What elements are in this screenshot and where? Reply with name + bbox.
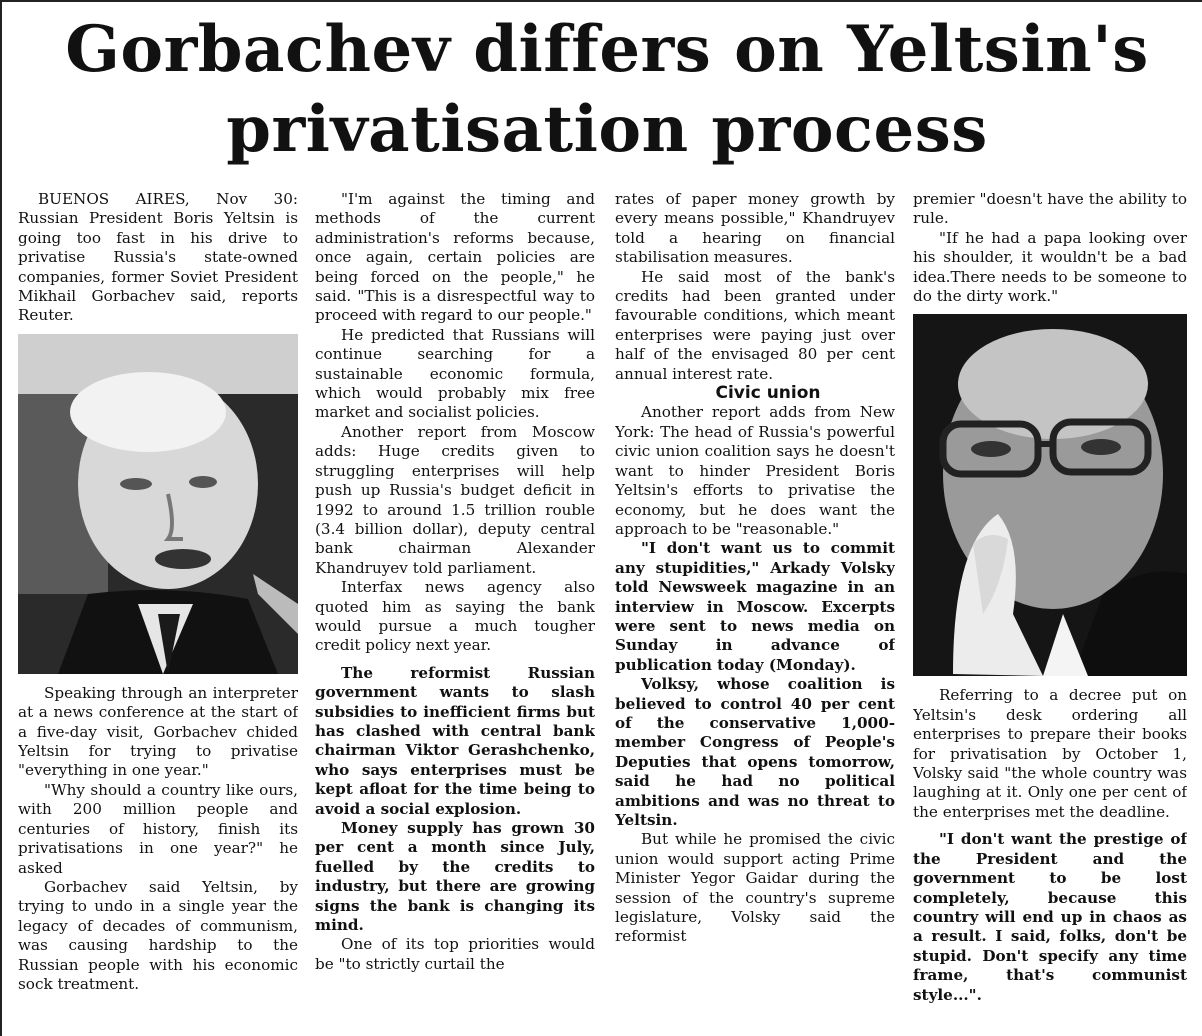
yeltsin-photo-image <box>18 334 298 674</box>
paragraph: Referring to a decree put on Yeltsin's desk ordering all enterprises to prepare their books for privatisation by October 1, Volsky said "the whole country was laughing at it. Only one per cent of the enterprises met the deadline. <box>913 686 1187 821</box>
paragraph-bold: Volksy, whose coalition is believed to control 40 per cent of the conservative 1,000-member Congress of People's Deputies that opens tomorrow, said he had no political ambitions and was no threat to Yeltsin. <box>615 675 895 829</box>
article-column-4 <box>913 190 1187 1032</box>
paragraph: "If he had a papa looking over his shoulder, it wouldn't be a bad idea.There needs to be someone to do the dirty work." <box>913 228 1187 306</box>
paragraph-bold: Money supply has grown 30 per cent a month since July, fuelled by the credits to industry, but there are growing signs the bank is changing its mind. <box>315 819 595 935</box>
headline <box>22 10 1192 170</box>
headline-line-1: Gorbachev differs on Yeltsin's <box>65 12 1149 87</box>
paragraph: Gorbachev said Yeltsin, by trying to undo in a single year the legacy of decades of communism, was causing hardship to the Russian people with his economic sock treatment. <box>18 877 298 993</box>
paragraph-bold: "I don't want the prestige of the President and the government to be lost completely, because this country will end up in chaos as a result. I said, folks, don't be stupid. Don't specify any time frame, that's communist style...". <box>913 830 1187 1004</box>
gorbachev-photo <box>913 314 1187 676</box>
dateline-paragraph: BUENOS AIRES, Nov 30: Russian President Boris Yeltsin is going too fast in his drive to privatise Russia's state-owned companies, former Soviet President Mikhail Gorbachev said, reports Reuter. <box>18 190 298 325</box>
paragraph: "I'm against the timing and methods of the current administration's reforms because, once again, certain policies are being forced on the people," he said. "This is a disrespectful way to proceed with regard to our people." <box>315 190 595 325</box>
paragraph: rates of paper money growth by every means possible," Khandruyev told a hearing on financial stabilisation measures. <box>615 190 895 267</box>
paragraph: He said most of the bank's credits had been granted under favourable conditions, which meant enterprises were paying just over half of the envisaged 80 per cent annual interest rate. <box>615 267 895 383</box>
article-column-2 <box>315 190 595 1032</box>
paragraph-bold: "I don't want us to commit any stupidities," Arkady Volsky told Newsweek magazine in an interview in Moscow. Excerpts were sent to news media on Sunday in advance of publication today (Monday). <box>615 539 895 674</box>
paragraph: Another report adds from New York: The head of Russia's powerful civic union coalition says he doesn't want to hinder President Boris Yeltsin's efforts to privatise the economy, but he does want the approach to be "reasonable." <box>615 403 895 538</box>
headline-line-2: privatisation process <box>226 92 988 167</box>
gorbachev-photo-image <box>913 314 1187 676</box>
article-column-1 <box>18 190 298 1032</box>
paragraph: Interfax news agency also quoted him as saying the bank would pursue a much tougher credit policy next year. <box>315 578 595 655</box>
paragraph: premier "doesn't have the ability to rule. <box>913 190 1187 228</box>
paragraph: One of its top priorities would be "to strictly curtail the <box>315 935 595 973</box>
paragraph: "Why should a country like ours, with 200 million people and centuries of history, finish its privatisations in one year?" he asked <box>18 780 298 877</box>
paragraph-bold: The reformist Russian government wants to slash subsidies to inefficient firms but has clashed with central bank chairman Viktor Gerashchenko, who says enterprises must be kept afloat for the time being to avoid a social explosion. <box>315 663 595 818</box>
paragraph: Another report from Moscow adds: Huge credits given to struggling enterprises will help push up Russia's budget deficit in 1992 to around 1.5 trillion rouble (3.4 billion dollar), deputy central bank chairman Alexander Khandruyev told parliament. <box>315 422 595 577</box>
paragraph: He predicted that Russians will continue searching for a sustainable economic formula, which would probably mix free market and socialist policies. <box>315 325 595 422</box>
subhead-civic-union: Civic union <box>715 383 821 404</box>
yeltsin-photo <box>18 334 298 674</box>
article-column-3 <box>615 190 895 1032</box>
paragraph: But while he promised the civic union would support acting Prime Minister Yegor Gaidar during the session of the country's supreme legislature, Volsky said the reformist <box>615 830 895 946</box>
paragraph: Speaking through an interpreter at a news conference at the start of a five-day visit, Gorbachev chided Yeltsin for trying to privatise "everything in one year." <box>18 683 298 780</box>
